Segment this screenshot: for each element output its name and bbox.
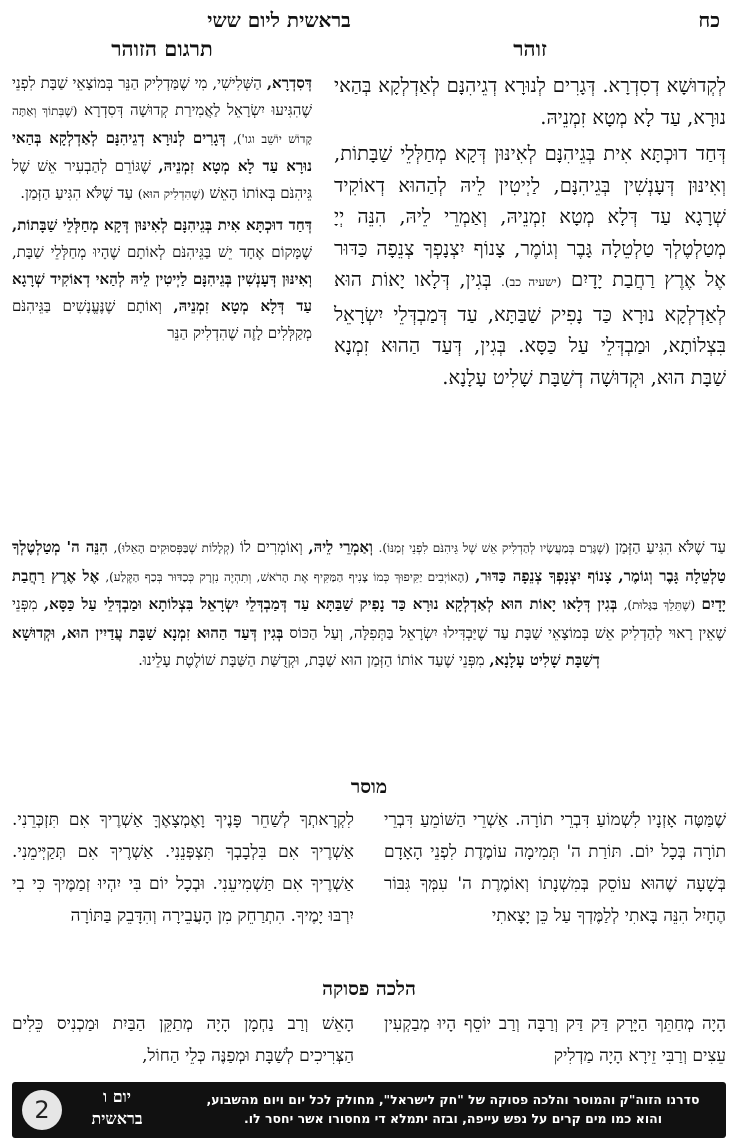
footer-line: סדרנו הזוה"ק והמוסר והלכה פסוקה של "חק לישראל", מחולק לכל יום ויום מהשבוע, [206, 1092, 700, 1107]
running-header [12, 6, 726, 34]
explanation-paren: (קְלָלוֹת שֶׁבַּפְּסוּקִים הָאֵלוּ), [113, 541, 235, 555]
targum-paragraph [12, 212, 312, 347]
halacha-heading: הלכה פסוקה [322, 978, 416, 1000]
quote-bold: וְאַמְרֵי לֵיהּ, [308, 538, 373, 556]
explanation: וְאוֹמְרִים לוֹ [240, 538, 303, 556]
musar-section [12, 804, 726, 964]
quote-bold: בְּגִין דְּעַד הַהוּא זִמְנָא שַׁבָּת עֲדַיִין הוּא, וּקְדוּשָׁא דְשַׁבָּת שָׁלִיט עָלָנָא, [12, 623, 600, 669]
quote-bold: דְּחַד דוּכְתָּא אִית בְּגֵיהִנָּם לְאִינּוּן דְּקָא מְחַלְּלֵי שַׁבָּתוֹת, [12, 216, 312, 234]
zohar-paragraph: לְקְדוּשָׁא דְסִדְרָא. דְּגָרִים לְנוּרָא דְגֵיהִנָּם לְאַדְלְקָא בְּהַאי נוּרָא, עַד לָא מְטָא זִמְנֵיהּ. [334, 74, 726, 129]
explanation: וְאוֹתָם שֶׁנֶּעֱנָשִׁים בַּגֵּיהִנֹּם מְקַלְּלִים לָזֶה שֶׁהִדְלִיק הַנֵּר [12, 297, 312, 342]
running-title: בראשית ליום ששי [207, 8, 351, 32]
quote-bold: הִנֵּה ה' מְטַלְטֶלְךָ טַלְטֵלָה גָּבֶר וְגוֹמֶר, צָנוֹף יִצְנָפְךָ צְנֵפָה כַּדּוּר, [12, 538, 726, 585]
explanation: עַד שֶׁלֹּא הִגִּיעַ הַזְּמַן. [20, 184, 134, 202]
quote-bold: דְּסִדְרָא, [266, 74, 312, 92]
page [12, 6, 726, 1140]
explanation-paren: (שֶׁבְּתוֹךְ וְאַתָּה קָדוֹשׁ יוֹשֵׁב וגו'), [12, 104, 313, 146]
explanation-paren: (הָאוֹיְבִים יַקִּיפוּךְ כְּמוֹ צָנִיף הַמַּקִּיף אֶת הָרֹאשׁ, וְתִהְיֶה נִזְרָק כְּכַדּוּר בְּכַף הַקֶּלַע), [105, 569, 470, 584]
quote-bold: בְּגִין דְּלָאו יָאוֹת הוּא לְאַדְלְקָא נוּרָא כַּד נָפִיק שַׁבַּתָּא עַד דְּמַבְדְּלֵי יִשְׂרָאֵל בִּצְלוֹתָא וּמַבְדְּלֵי עַל כַּסָּא, [43, 595, 618, 613]
explanation: הַשְּׁלִישִׁי, מִי שֶׁמַּדְלִיק הַנֵּר בְּמוֹצָאֵי שַׁבָּת לִפְנֵי שֶׁהִגִּיעוּ יִשְׂרָאֵל לַאֲמִירַת קְדוּשָׁה דְּסִדְרָא [12, 74, 312, 119]
musar-left-column: לִקְרָאתְךָ לְשַׁחֵר פָּנֶיךָ וָאֶמְצָאֶךָּ אַשְׁרֶיךָ אִם תִּזְכְּרֵנִי. אַשְׁרֶיךָ אִם בִּלְבָבְךָ תִּצְפְּנֵנִי. אַשְׁרֶיךָ אִם תְּקַיְּימֵנִי. אַשְׁרֶיךָ אִם תַּשְׁמִיעֵנִי. וּבְכָל יוֹם בִּי יִהְיוּ זְמַמֶּיךָ כִּי בִי יִרְבּוּ יָמֶיךָ. הִתְרַחֵק מִן הָעֲבֵירָה וְהִדָּבֵק בַּתּוֹרָה [12, 810, 354, 926]
page-number: כח [698, 8, 720, 32]
halacha-right-column: הָיָה מְחַתֵּךְ הַיָּרָק דַּק דַּק וְרַבָּה וְרַב יוֹסֵף הָיוּ מְבַקְעִין עֵצִים וְרַבִּי זֵירָא הָיָה מַדְלִיק [384, 1014, 726, 1066]
musar-heading: מוסר [350, 776, 388, 798]
quote-bold: אֶל אֶרֶץ רַחֲבַת יָדָיִם [12, 566, 726, 613]
explanation: מִפְּנֵי שֶׁעַד אוֹתוֹ הַזְּמַן הוּא שַׁבָּת, וּקְדֻשַּׁת הַשַּׁבָּת שׁוֹלֶטֶת עָלֵינוּ. [138, 651, 485, 669]
targum-text [12, 70, 312, 351]
footer-banner [12, 1082, 726, 1138]
footer-line: והוא כמו מים קרים על נפש עייפה, ובזה יתמלא די מחסורו אשר יחסר לו. [244, 1111, 662, 1126]
explanation-paren: (שֶׁגָּרַם בְּמַעֲשָׂיו לְהַדְלִיק אֵשׁ שֶׁל גֵּיהִנֹּם לִפְנֵי זְמַנּוֹ). [378, 541, 610, 555]
quote-bold: דְּגָרִים לְנוּרָא דְגֵיהִנָּם לְאַדְלְקָא בְּהַאי נוּרָא עַד לָא מְטָא זִמְנֵיהּ, [12, 129, 312, 175]
parsha-label: בראשית [91, 1109, 143, 1128]
quote-bold: וְאִינּוּן דְּעָנְשִׁין בְּגֵיהִנָּם לַיְיטִין לֵיהּ לְהַאי דְאוֹקִיד שְׁרָגָא עַד דְּלָא מְטָא זִמְנֵיהּ, [12, 270, 312, 315]
zohar-paragraph [334, 138, 726, 393]
verse-reference: (ישעיה כב). [501, 275, 562, 289]
footer-day [72, 1086, 162, 1130]
halacha-section [12, 1008, 726, 1078]
explanation: עַד שֶׁלֹּא הִגִּיעַ הַזְּמַן [615, 538, 726, 556]
page-badge: 2 [22, 1090, 62, 1130]
zohar-column-title: זוהר [513, 36, 547, 61]
explanation-paren: (שֶׁתֵּלֵךְ בַּגָּלוּת), [623, 598, 696, 612]
zohar-text-run: דְּחַד דוּכְתָּא אִית בְּגֵיהִנָּם לְאִינּוּן דְּקָא מְחַלְּלֵי שַׁבָּתוֹת, וְאִינּוּן דְּעָנְשִׁין בְּגֵיהִנָּם, לַיְיטִין לֵיהּ לְהַהוּא דְאוֹקִיד שְׁרָגָא עַד דְּלָא מְטָא זִמְנֵיהּ, וְאַמְרֵי לֵיהּ, הִנֵּה יְיָ מְטַלְטֶלְךָ טַלְטֵלָה גָּבֶר וְגוֹמֶר, צָנוֹף יִצְנָפְךָ צְנֵפָה כַּדּוּר אֶל אֶרֶץ רַחֲבַת יָדָיִם [334, 142, 727, 291]
explanation: מִפְּנֵי שֶׁאֵין רָאוּי לְהַדְלִיק אֵשׁ בְּמוֹצָאֵי שַׁבָּת עַד שֶׁיַּבְדִּילוּ יִשְׂרָאֵל בַּתְּפִלָּה, וְעַל הַכּוֹס [12, 595, 726, 642]
targum-paragraph [12, 70, 312, 208]
explanation: שֶׁמָּקוֹם אֶחָד יֵשׁ בַּגֵּיהִנֹּם לְאוֹתָם שֶׁהָיוּ מְחַלְּלֵי שַׁבָּת, [12, 243, 312, 261]
footer-text [188, 1090, 718, 1128]
musar-right-column: שֶׁמַּטֶּה אָזְנָיו לִשְׁמוֹעַ דִּבְרֵי תוֹרָה. אַשְׁרֵי הַשּׁוֹמֵעַ דִּבְרֵי תוֹרָה בְּכָל יוֹם. תּוֹרַת ה' תְּמִימָה עוֹמֶדֶת לִפְנֵי הָאָדָם בְּשָׁעָה שֶׁהוּא עוֹסֵק בְּמִשְׁנָתוֹ וְאוֹמֶרֶת ה' עִמְּךָ גִּבּוֹר הֶחָיִל הִנֵּה בָּאתִי לְלַמֶּדְךָ עַל כֵּן יָצָאתִי [384, 810, 726, 926]
targum-continuation [12, 534, 726, 675]
explanation: שֶׁגּוֹרֵם לְהַבְעִיר אֵשׁ שֶׁל גֵּיהִנֹּם בְּאוֹתוֹ הָאֵשׁ [12, 157, 312, 202]
zohar-text [334, 70, 726, 398]
explanation-paren: (שֶׁהִדְלִיק הוּא) [137, 187, 205, 201]
targum-column-title: תרגום הזוהר [111, 36, 213, 61]
zohar-text-run: בְּגִין, דְּלָאו יָאוֹת הוּא לְאַדְלְקָא נוּרָא כַּד נָפִיק שַׁבַּתָּא, עַד דְּמַבְדְּלֵי יִשְׂרָאֵל בִּצְלוֹתָא, וּמַבְדְּלֵי עַל כַּסָּא. בְּגִין, דְּעַד הַהוּא זִמְנָא שַׁבָּת הוּא, וּקְדוּשָׁה דְשַׁבָּת שָׁלִיט עָלָנָא. [334, 268, 726, 389]
day-label: יום ו [103, 1087, 131, 1106]
halacha-left-column: הָאֵשׁ וְרַב נַחְמָן הָיָה מְתַקֵּן הַבַּיִת וּמַכְנִיס כֵּלִים הַצְּרִיכִים לְשַׁבָּת וּמְפַנֶּה כְּלֵי הַחוֹל, [12, 1014, 354, 1066]
